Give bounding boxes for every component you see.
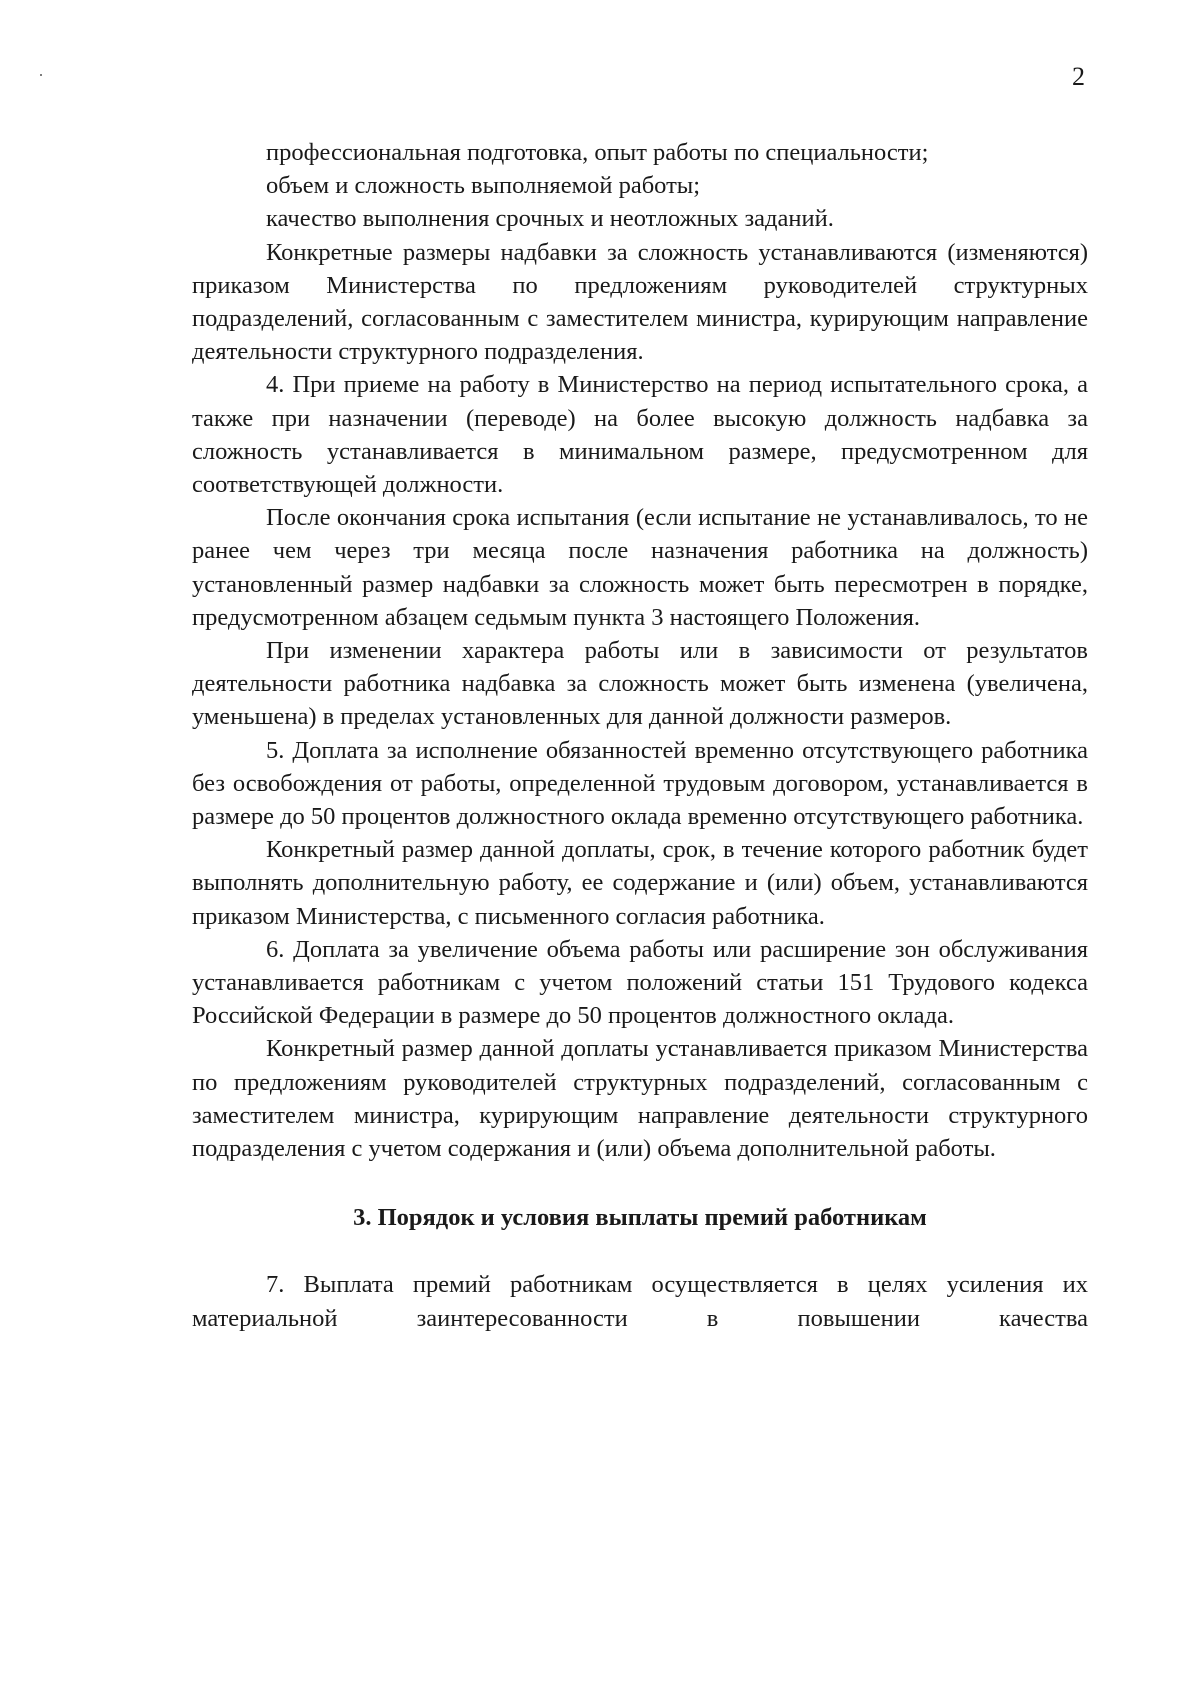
paragraph-criteria-training: профессиональная подготовка, опыт работы по специальности;	[266, 139, 929, 166]
page-number: 2	[1072, 62, 1085, 91]
paragraph-item-5-specific: Конкретный размер данной доплаты, срок, в течение которого работник будет выполнять дополнительную работу, ее содержание и (или) объем, устанавливаются приказом Министерства, с письменного согласия работника.	[192, 836, 1088, 930]
section-heading: 3. Порядок и условия выплаты премий работникам	[353, 1204, 927, 1232]
paragraph-item-4: 4. При приеме на работу в Министерство на период испытательного срока, а также при назначении (переводе) на более высокую должность надбавка за сложность устанавливается в минимальном размере, предусмотренном для соответствующей должности.	[192, 371, 1088, 499]
paragraph-criteria-quality: качество выполнения срочных и неотложных заданий.	[266, 205, 834, 233]
paragraph-change-of-work: При изменении характера работы или в зависимости от результатов деятельности работника надбавка за сложность может быть изменена (увеличена, уменьшена) в пределах установленных для данной должности размеров.	[192, 637, 1088, 731]
paragraph-criteria-complexity: объем и сложность выполняемой работы;	[266, 172, 701, 200]
paragraph-item-6: 6. Доплата за увеличение объема работы или расширение зон обслуживания устанавливается работникам с учетом положений статьи 151 Трудового кодекса Российской Федерации в размере до 50 процентов должностного оклада.	[192, 935, 1088, 1030]
paragraph-item-7: 7. Выплата премий работникам осуществляется в целях усиления их материальной заинтересованности в повышении качества	[192, 1271, 1088, 1332]
paragraph-item-5: 5. Доплата за исполнение обязанностей временно отсутствующего работника без освобождения от работы, определенной трудовым договором, устанавливается в размере до 50 процентов должностного оклада временно отсутствующего работника.	[192, 736, 1088, 831]
paragraph-item-6-specific: Конкретный размер данной доплаты устанавливается приказом Министерства по предложениям руководителей структурных подразделений, согласованным с заместителем министра, курирующим направление деятельности структурного подразделения с учетом содержания и (или) объема дополнительной работы.	[192, 1035, 1088, 1163]
paragraph-after-probation: После окончания срока испытания (если испытание не устанавливалось, то не ранее чем через три месяца после назначения работника на должность) установленный размер надбавки за сложность может быть пересмотрен в порядке, предусмотренном абзацем седьмым пункта 3 настоящего Положения.	[192, 504, 1088, 631]
scan-speck	[40, 74, 42, 76]
document-body	[192, 136, 1088, 1335]
paragraph-allowance-amounts: Конкретные размеры надбавки за сложность устанавливаются (изменяются) приказом Министерства по предложениям руководителей структурных подразделений, согласованным с заместителем министра, курирующим направление деятельности структурного подразделения.	[192, 238, 1088, 366]
